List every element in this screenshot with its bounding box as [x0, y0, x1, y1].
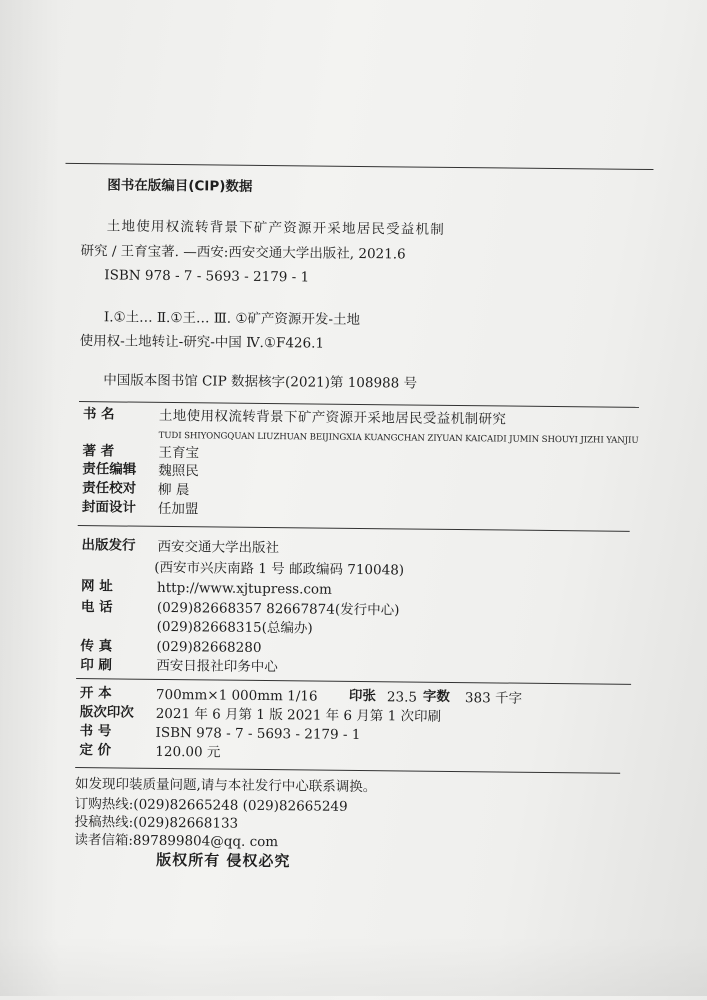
sheets: 23.5	[386, 689, 418, 706]
words: 383 千字	[464, 690, 523, 707]
website: http://www.xjtupress.com	[156, 579, 332, 598]
author-label: 著 者	[82, 443, 115, 460]
publisher-address: (西安市兴庆南路 1 号 邮政编码 710048)	[154, 559, 405, 579]
specs-rule	[76, 678, 631, 685]
fax: (029)82668280	[156, 638, 262, 656]
author: 王育宝	[158, 444, 200, 462]
cip-title-line2: 研究 / 王育宝著. —西安:西安交通大学出版社, 2021.6	[80, 243, 406, 263]
edition-label: 版次印次	[79, 704, 134, 721]
quality-note: 如发现印装质量问题,请与本社发行中心联系调换。	[74, 776, 377, 796]
cover-designer: 任加盟	[157, 500, 199, 518]
isbn-label: 书 号	[79, 723, 112, 740]
cip-number: 中国版本图书馆 CIP 数据核字(2021)第 108988 号	[103, 372, 418, 392]
cip-subject-line2: 使用权-土地转让-研究-中国 Ⅳ.①F426.1	[79, 333, 325, 352]
sheets-label: 印张	[348, 687, 377, 705]
cip-title-line1: 土地使用权流转背景下矿产资源开采地居民受益机制	[106, 218, 446, 238]
words-label: 字数	[422, 688, 451, 705]
edition: 2021 年 6 月第 1 版 2021 年 6 月第 1 次印刷	[155, 705, 442, 725]
publisher-label: 出版发行	[81, 537, 136, 554]
order-hotline: 订购热线:(029)82665248 (029)82665249	[74, 796, 348, 815]
printer: 西安日报社印务中心	[156, 657, 278, 676]
cip-subject-line1: Ⅰ.①土… Ⅱ.①王… Ⅲ. ①矿产资源开发-土地	[103, 309, 361, 328]
phone-line2: (029)82668315(总编办)	[156, 618, 313, 637]
price: 120.00 元	[155, 743, 221, 761]
format: 700mm×1 000mm 1/16	[155, 686, 318, 705]
credits-rule	[79, 401, 639, 408]
book-title: 土地使用权流转背景下矿产资源开采地居民受益机制研究	[158, 407, 507, 428]
isbn: ISBN 978 - 7 - 5693 - 2179 - 1	[155, 724, 361, 744]
proofreader: 柳 晨	[158, 481, 190, 499]
publisher-rule	[78, 525, 630, 532]
footer-rule	[75, 767, 620, 774]
phone-label: 电 话	[80, 599, 113, 616]
printer-label: 印 刷	[80, 657, 113, 674]
book-title-pinyin: TUDI SHIYONGQUAN LIUZHUAN BEIJINGXIA KUANGCHAN ZIYUAN KAICAIDI JUMIN SHOUYI JIZHI YANJIU	[158, 430, 639, 446]
editor-label: 责任编辑	[82, 461, 137, 478]
cip-top-rule	[66, 163, 654, 170]
cip-heading: 图书在版编目(CIP)数据	[107, 177, 253, 195]
publisher-name: 西安交通大学出版社	[157, 538, 280, 557]
cover-designer-label: 封面设计	[81, 499, 136, 516]
price-label: 定 价	[79, 742, 112, 759]
proofreader-label: 责任校对	[82, 480, 137, 497]
phone-line1: (029)82668357 82667874(发行中心)	[156, 599, 400, 619]
format-label: 开 本	[79, 685, 112, 702]
cip-isbn: ISBN 978 - 7 - 5693 - 2179 - 1	[104, 267, 310, 286]
book-title-label: 书 名	[82, 406, 115, 423]
fax-label: 传 真	[80, 638, 113, 655]
website-label: 网 址	[80, 578, 113, 595]
editor: 魏照民	[158, 462, 199, 480]
copyright-notice: 版权所有 侵权必究	[156, 850, 291, 871]
submission-hotline: 投稿热线:(029)82668133	[74, 814, 239, 832]
reader-mail: 读者信箱:897899804@qq. com	[74, 832, 279, 851]
